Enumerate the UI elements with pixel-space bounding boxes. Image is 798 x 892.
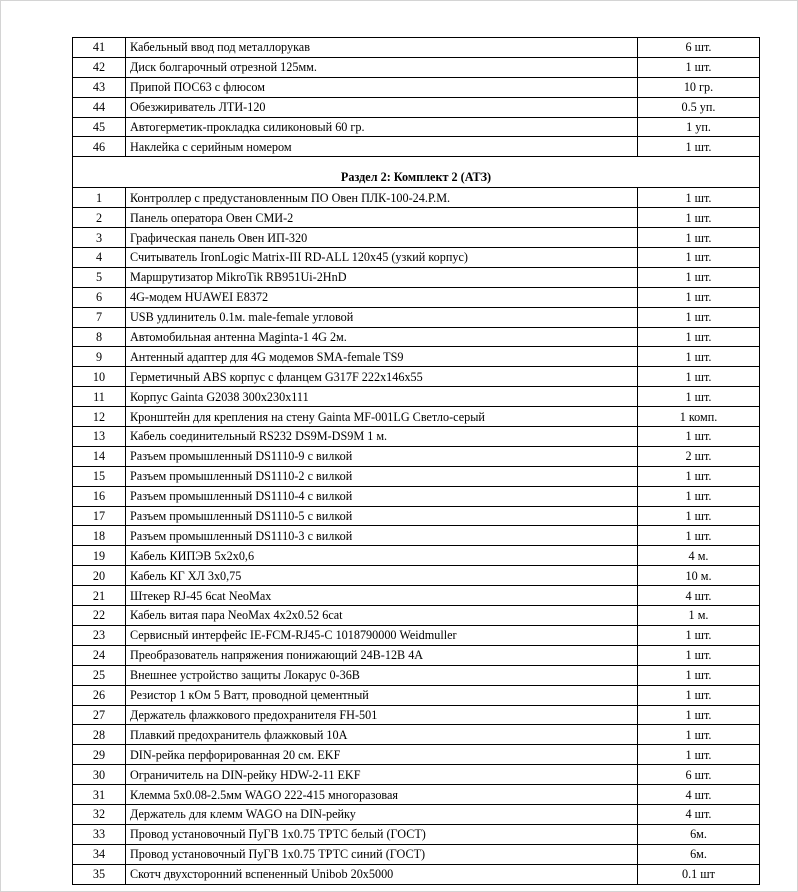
quantity-cell: 1 шт. (638, 506, 760, 526)
quantity-cell: 1 шт. (638, 57, 760, 77)
quantity-cell: 4 шт. (638, 586, 760, 606)
row-number-cell: 10 (73, 367, 126, 387)
item-name-cell: Припой ПОС63 с флюсом (126, 77, 638, 97)
row-number-cell: 23 (73, 625, 126, 645)
item-name-cell: Разъем промышленный DS1110-3 с вилкой (126, 526, 638, 546)
table-row (73, 287, 760, 307)
quantity-cell: 6м. (638, 824, 760, 844)
row-number-cell: 12 (73, 407, 126, 427)
item-name-cell: Скотч двухсторонний вспененный Unibob 20x5000 (126, 864, 638, 884)
item-name-cell: Сервисный интерфейс IE-FCM-RJ45-C 1018790000 Weidmuller (126, 625, 638, 645)
table-row (73, 77, 760, 97)
item-name-cell: Провод установочный ПуГВ 1x0.75 ТРТС синий (ГОСТ) (126, 844, 638, 864)
table-row (73, 347, 760, 367)
quantity-cell: 1 шт. (638, 486, 760, 506)
quantity-cell: 1 комп. (638, 407, 760, 427)
item-name-cell: Автогерметик-прокладка силиконовый 60 гр. (126, 117, 638, 137)
row-number-cell: 45 (73, 117, 126, 137)
quantity-cell: 1 шт. (638, 665, 760, 685)
table-row (73, 407, 760, 427)
table-row (73, 208, 760, 228)
section-header-row (73, 157, 760, 188)
row-number-cell: 15 (73, 466, 126, 486)
quantity-cell: 1 шт. (638, 267, 760, 287)
quantity-cell: 1 шт. (638, 466, 760, 486)
table-row (73, 307, 760, 327)
quantity-cell: 4 шт. (638, 785, 760, 805)
row-number-cell: 9 (73, 347, 126, 367)
table-row (73, 387, 760, 407)
item-name-cell: Кабель КИПЭВ 5x2x0,6 (126, 546, 638, 566)
table-row (73, 606, 760, 626)
quantity-cell: 1 шт. (638, 307, 760, 327)
row-number-cell: 18 (73, 526, 126, 546)
quantity-cell: 1 шт. (638, 228, 760, 248)
quantity-cell: 1 шт. (638, 137, 760, 157)
quantity-cell: 1 шт. (638, 387, 760, 407)
row-number-cell: 14 (73, 446, 126, 466)
table-row (73, 97, 760, 117)
quantity-cell: 10 гр. (638, 77, 760, 97)
quantity-cell: 1 шт. (638, 287, 760, 307)
row-number-cell: 35 (73, 864, 126, 884)
table-row (73, 765, 760, 785)
table-row (73, 327, 760, 347)
quantity-cell: 0.1 шт (638, 864, 760, 884)
row-number-cell: 8 (73, 327, 126, 347)
item-name-cell: Разъем промышленный DS1110-5 с вилкой (126, 506, 638, 526)
item-name-cell: USB удлинитель 0.1м. male-female угловой (126, 307, 638, 327)
quantity-cell: 1 шт. (638, 248, 760, 268)
equipment-spec-table (72, 37, 760, 885)
table-row (73, 785, 760, 805)
item-name-cell: Кабель соединительный RS232 DS9M-DS9M 1 м. (126, 427, 638, 447)
item-name-cell: Контроллер с предустановленным ПО Овен ПЛК-100-24.Р.М. (126, 188, 638, 208)
table-row (73, 685, 760, 705)
quantity-cell: 1 шт. (638, 645, 760, 665)
quantity-cell: 1 шт. (638, 526, 760, 546)
quantity-cell: 1 шт. (638, 208, 760, 228)
quantity-cell: 1 м. (638, 606, 760, 626)
table-row (73, 566, 760, 586)
row-number-cell: 21 (73, 586, 126, 606)
row-number-cell: 32 (73, 804, 126, 824)
row-number-cell: 24 (73, 645, 126, 665)
row-number-cell: 43 (73, 77, 126, 97)
row-number-cell: 25 (73, 665, 126, 685)
quantity-cell: 1 шт. (638, 327, 760, 347)
table-row (73, 804, 760, 824)
item-name-cell: Маршрутизатор MikroTik RB951Ui-2HnD (126, 267, 638, 287)
table-row (73, 645, 760, 665)
row-number-cell: 6 (73, 287, 126, 307)
item-name-cell: Автомобильная антенна Maginta-1 4G 2м. (126, 327, 638, 347)
quantity-cell: 1 шт. (638, 705, 760, 725)
table-row (73, 844, 760, 864)
item-name-cell: Разъем промышленный DS1110-9 с вилкой (126, 446, 638, 466)
item-name-cell: Держатель флажкового предохранителя FH-501 (126, 705, 638, 725)
item-name-cell: Герметичный ABS корпус с фланцем G317F 222x146x55 (126, 367, 638, 387)
table-row (73, 466, 760, 486)
quantity-cell: 1 шт. (638, 625, 760, 645)
row-number-cell: 11 (73, 387, 126, 407)
row-number-cell: 29 (73, 745, 126, 765)
row-number-cell: 31 (73, 785, 126, 805)
quantity-cell: 2 шт. (638, 446, 760, 466)
quantity-cell: 6м. (638, 844, 760, 864)
section-title: Раздел 2: Комплект 2 (АТЗ) (73, 157, 760, 188)
item-name-cell: Кабель КГ ХЛ 3x0,75 (126, 566, 638, 586)
item-name-cell: Разъем промышленный DS1110-4 с вилкой (126, 486, 638, 506)
item-name-cell: Графическая панель Овен ИП-320 (126, 228, 638, 248)
item-name-cell: Диск болгарочный отрезной 125мм. (126, 57, 638, 77)
row-number-cell: 5 (73, 267, 126, 287)
quantity-cell: 0.5 уп. (638, 97, 760, 117)
item-name-cell: Обезжириватель ЛТИ-120 (126, 97, 638, 117)
item-name-cell: 4G-модем HUAWEI E8372 (126, 287, 638, 307)
row-number-cell: 3 (73, 228, 126, 248)
quantity-cell: 6 шт. (638, 38, 760, 58)
row-number-cell: 34 (73, 844, 126, 864)
row-number-cell: 7 (73, 307, 126, 327)
row-number-cell: 41 (73, 38, 126, 58)
item-name-cell: Резистор 1 кОм 5 Ватт, проводной цементный (126, 685, 638, 705)
table-row (73, 367, 760, 387)
table-row (73, 625, 760, 645)
table-row (73, 745, 760, 765)
table-row (73, 486, 760, 506)
row-number-cell: 42 (73, 57, 126, 77)
table-row (73, 267, 760, 287)
quantity-cell: 1 уп. (638, 117, 760, 137)
table-row (73, 188, 760, 208)
item-name-cell: Провод установочный ПуГВ 1x0.75 ТРТС белый (ГОСТ) (126, 824, 638, 844)
row-number-cell: 19 (73, 546, 126, 566)
row-number-cell: 44 (73, 97, 126, 117)
table-row (73, 38, 760, 58)
table-row (73, 665, 760, 685)
quantity-cell: 1 шт. (638, 367, 760, 387)
quantity-cell: 1 шт. (638, 188, 760, 208)
row-number-cell: 17 (73, 506, 126, 526)
item-name-cell: Внешнее устройство защиты Локарус 0-36В (126, 665, 638, 685)
item-name-cell: DIN-рейка перфорированная 20 см. EKF (126, 745, 638, 765)
table-row (73, 506, 760, 526)
quantity-cell: 1 шт. (638, 685, 760, 705)
row-number-cell: 26 (73, 685, 126, 705)
quantity-cell: 10 м. (638, 566, 760, 586)
row-number-cell: 2 (73, 208, 126, 228)
item-name-cell: Наклейка с серийным номером (126, 137, 638, 157)
row-number-cell: 30 (73, 765, 126, 785)
table-row (73, 586, 760, 606)
table-row (73, 228, 760, 248)
item-name-cell: Плавкий предохранитель флажковый 10А (126, 725, 638, 745)
row-number-cell: 16 (73, 486, 126, 506)
table-row (73, 705, 760, 725)
row-number-cell: 13 (73, 427, 126, 447)
item-name-cell: Корпус Gainta G2038 300x230x111 (126, 387, 638, 407)
item-name-cell: Кабельный ввод под металлорукав (126, 38, 638, 58)
row-number-cell: 33 (73, 824, 126, 844)
row-number-cell: 46 (73, 137, 126, 157)
item-name-cell: Антенный адаптер для 4G модемов SMA-female TS9 (126, 347, 638, 367)
table-row (73, 57, 760, 77)
item-name-cell: Клемма 5x0.08-2.5мм WAGO 222-415 многоразовая (126, 785, 638, 805)
item-name-cell: Ограничитель на DIN-рейку HDW-2-11 EKF (126, 765, 638, 785)
table-row (73, 546, 760, 566)
row-number-cell: 4 (73, 248, 126, 268)
spec-table-body (73, 38, 760, 885)
row-number-cell: 28 (73, 725, 126, 745)
table-row (73, 427, 760, 447)
quantity-cell: 4 м. (638, 546, 760, 566)
quantity-cell: 6 шт. (638, 765, 760, 785)
item-name-cell: Кронштейн для крепления на стену Gainta MF-001LG Светло-серый (126, 407, 638, 427)
item-name-cell: Считыватель IronLogic Matrix-III RD-ALL 120x45 (узкий корпус) (126, 248, 638, 268)
item-name-cell: Панель оператора Овен СМИ-2 (126, 208, 638, 228)
quantity-cell: 1 шт. (638, 725, 760, 745)
row-number-cell: 1 (73, 188, 126, 208)
row-number-cell: 22 (73, 606, 126, 626)
table-row (73, 864, 760, 884)
row-number-cell: 27 (73, 705, 126, 725)
quantity-cell: 1 шт. (638, 427, 760, 447)
item-name-cell: Преобразователь напряжения понижающий 24В-12В 4А (126, 645, 638, 665)
quantity-cell: 4 шт. (638, 804, 760, 824)
table-row (73, 446, 760, 466)
item-name-cell: Штекер RJ-45 6cat NeoMax (126, 586, 638, 606)
row-number-cell: 20 (73, 566, 126, 586)
table-row (73, 137, 760, 157)
item-name-cell: Кабель витая пара NeoMax 4x2x0.52 6cat (126, 606, 638, 626)
quantity-cell: 1 шт. (638, 745, 760, 765)
item-name-cell: Разъем промышленный DS1110-2 с вилкой (126, 466, 638, 486)
table-row (73, 725, 760, 745)
table-row (73, 526, 760, 546)
table-row (73, 248, 760, 268)
item-name-cell: Держатель для клемм WAGO на DIN-рейку (126, 804, 638, 824)
quantity-cell: 1 шт. (638, 347, 760, 367)
table-row (73, 117, 760, 137)
table-row (73, 824, 760, 844)
